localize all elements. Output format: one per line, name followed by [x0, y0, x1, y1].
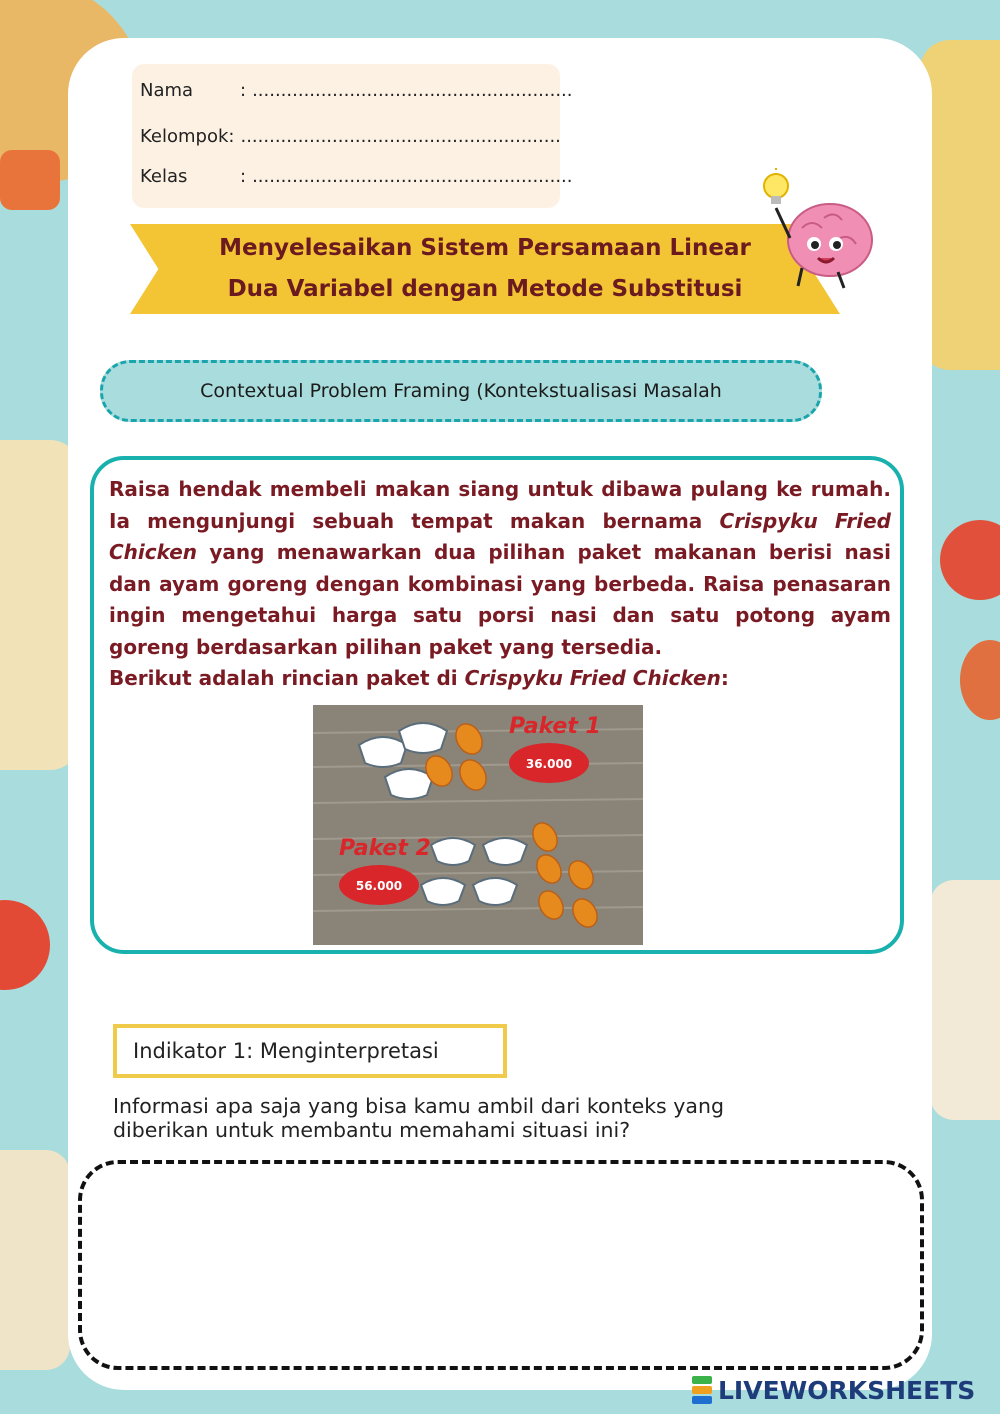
- paket2-price: 56.000: [355, 879, 403, 893]
- paket2-label: Paket 2: [339, 836, 431, 861]
- story-brand: Crispyku Fried Chicken: [109, 508, 891, 564]
- section-heading-text: Contextual Problem Framing (Kontekstualisasi Masalah: [200, 380, 722, 402]
- story-text-part: Berikut adalah rincian paket di: [109, 666, 465, 690]
- kelompok-row: [140, 126, 561, 147]
- sugar-bag-decoration: [0, 1150, 70, 1370]
- liveworksheets-footer: [692, 1372, 975, 1408]
- page-title: [130, 228, 840, 310]
- question-line-1: Informasi apa saja yang bisa kamu ambil dari konteks yang: [113, 1094, 724, 1118]
- paket1-label: Paket 1: [509, 714, 601, 739]
- title-line-1: Menyelesaikan Sistem Persamaan Linear: [219, 235, 751, 261]
- oil-bottle-decoration: [920, 40, 1000, 370]
- kelas-row: [140, 166, 573, 187]
- kelas-field[interactable]: ........................................................: [252, 166, 573, 187]
- title-line-2: Dua Variabel dengan Metode Substitusi: [227, 276, 743, 302]
- nama-label: Nama: [140, 80, 194, 101]
- story-brand: Crispyku Fried Chicken: [464, 666, 721, 690]
- liveworksheets-logo-icon: [692, 1376, 712, 1404]
- tomato-slice-decoration: [960, 640, 1000, 720]
- nama-colon: :: [240, 80, 247, 101]
- menu-package-image: [313, 705, 643, 945]
- brain-mascot-icon: [752, 168, 882, 298]
- story-paragraph-2: [109, 663, 891, 695]
- indikator-label-box: [113, 1024, 507, 1078]
- story-text-part: yang menawarkan dua pilihan paket makanan berisi nasi dan ayam goreng dengan kombinasi yang berbeda. Raisa penasaran ingin mengetahui harga satu porsi nasi dan satu potong ayam goreng berdasarkan pilihan paket yang tersedia.: [109, 540, 891, 659]
- story-text: [109, 474, 891, 695]
- tomato-decoration: [940, 520, 1000, 600]
- story-text-part: :: [720, 666, 729, 690]
- paket1-price: 36.000: [525, 757, 573, 771]
- kelompok-field[interactable]: ........................................................: [240, 126, 561, 147]
- story-paragraph-1: [109, 474, 891, 663]
- kelompok-label: Kelompok: [140, 126, 229, 147]
- question-text: [113, 1094, 873, 1142]
- carrot-decoration: [0, 150, 60, 210]
- tomato-left-decoration: [0, 900, 50, 990]
- indikator-text: Indikator 1: Menginterpretasi: [133, 1039, 439, 1063]
- question-line-2: diberikan untuk membantu memahami situasi ini?: [113, 1118, 631, 1142]
- section-heading-pill: [100, 360, 822, 422]
- answer-textbox[interactable]: [78, 1160, 924, 1370]
- footer-brand: LIVEWORKSHEETS: [718, 1375, 976, 1405]
- story-text-part: Raisa hendak membeli makan siang untuk dibawa pulang ke rumah. Ia mengunjungi sebuah tempat makan bernama: [109, 477, 891, 533]
- student-identity-box: [132, 64, 573, 208]
- flour-bag-decoration: [930, 880, 1000, 1120]
- nama-field[interactable]: ........................................................: [252, 80, 573, 101]
- nama-row: [140, 80, 573, 101]
- kelas-label: Kelas: [140, 166, 188, 187]
- kelompok-colon: :: [228, 126, 235, 147]
- kelas-colon: :: [240, 166, 247, 187]
